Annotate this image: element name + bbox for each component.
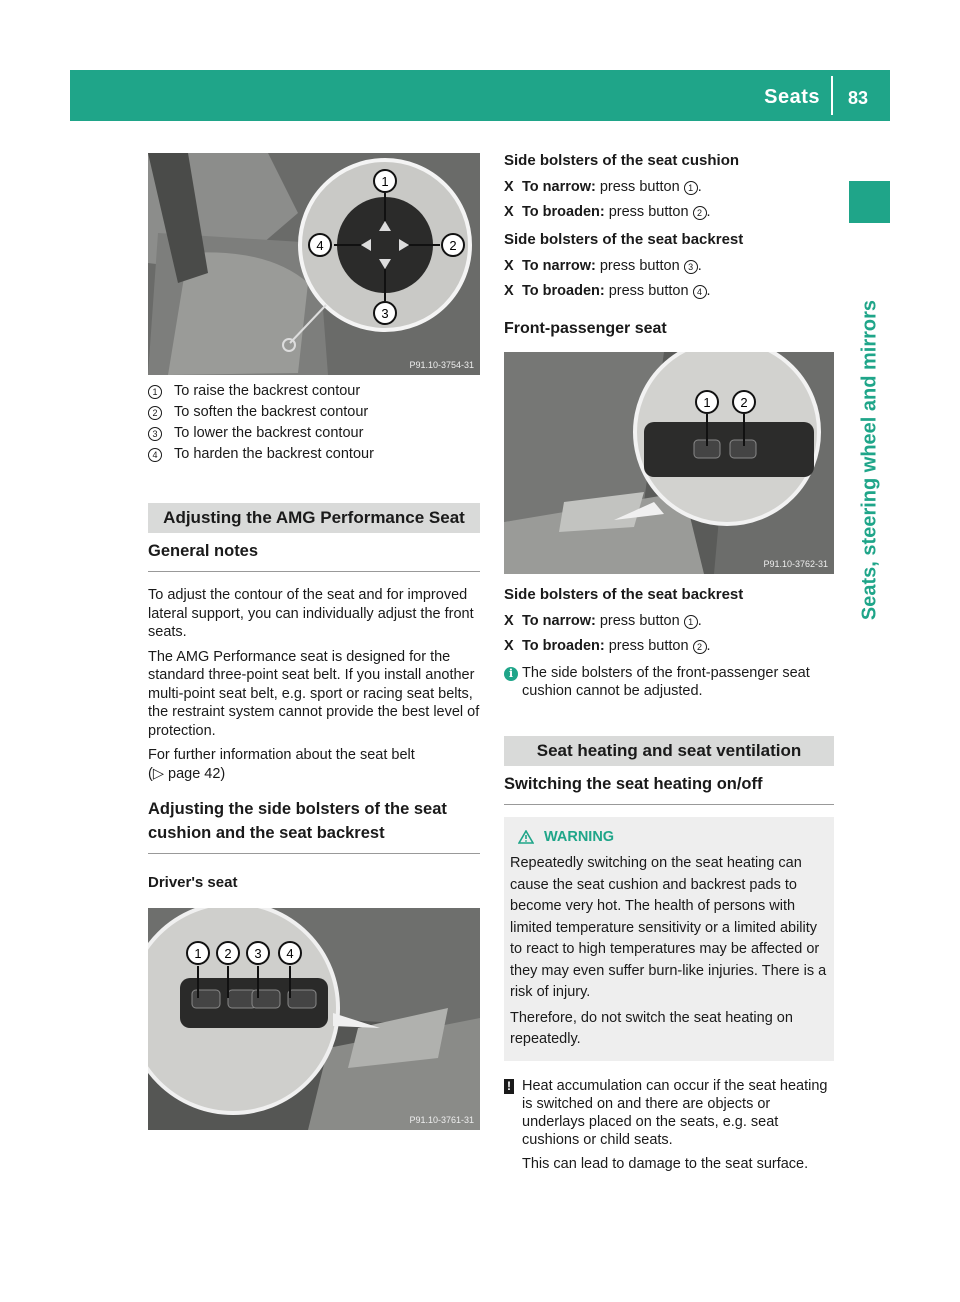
legend-text: To soften the backrest contour	[174, 404, 369, 420]
backrest-contour-photo	[148, 153, 480, 375]
photo-code: P91.10-3761-31	[409, 1115, 474, 1125]
right-column	[504, 150, 834, 1173]
legend-list	[148, 381, 480, 465]
caution-text: This can lead to damage to the seat surface.	[522, 1155, 809, 1172]
svg-text:1: 1	[381, 174, 389, 189]
legend-item	[148, 381, 480, 402]
action-marker-icon: X	[504, 204, 514, 220]
instruction-label: To narrow:	[522, 179, 596, 195]
button-number: 4	[693, 285, 707, 299]
caution-icon: !	[504, 1079, 514, 1094]
action-marker-icon: X	[504, 179, 514, 195]
left-column	[148, 153, 480, 1130]
svg-text:2: 2	[449, 238, 457, 253]
heading-front-passenger: Front-passenger seat	[504, 320, 667, 337]
paragraph-text: For further information about the seat belt	[148, 747, 415, 763]
button-number: 2	[693, 206, 707, 220]
heading-seat-heating: Switching the seat heating on/off	[504, 772, 834, 805]
button-number: 1	[684, 615, 698, 629]
instruction-cushion-broaden: X To broaden: press button 2 .	[504, 200, 834, 225]
info-note	[504, 664, 834, 700]
instruction-fp-broaden: X To broaden: press button 2 .	[504, 634, 834, 659]
instruction-label: To narrow:	[522, 258, 596, 274]
heading-general-notes: General notes	[148, 539, 480, 572]
action-marker-icon: X	[504, 283, 514, 299]
legend-item	[148, 444, 480, 465]
side-tab-marker	[849, 181, 890, 223]
legend-text: To harden the backrest contour	[174, 446, 374, 462]
button-number: 2	[693, 640, 707, 654]
instruction-text: press button	[608, 638, 689, 654]
caution-text: Heat accumulation can occur if the seat heating is switched on and there are objects or underlays placed on the seats, e.g. seat cushions or child seats.	[522, 1077, 828, 1148]
action-marker-icon: X	[504, 258, 514, 274]
svg-text:1: 1	[194, 946, 202, 961]
subheading-drivers-seat: Driver's seat	[148, 874, 238, 891]
warning-paragraph: Therefore, do not switch the seat heating on repeatedly.	[510, 1009, 793, 1047]
header-separator	[831, 76, 833, 115]
svg-text:1: 1	[703, 395, 711, 410]
action-marker-icon: X	[504, 638, 514, 654]
instruction-label: To broaden:	[522, 638, 605, 654]
instruction-cushion-narrow: X To narrow: press button 1 .	[504, 175, 834, 200]
instruction-text: press button	[599, 613, 680, 629]
instruction-backrest-narrow: X To narrow: press button 3 .	[504, 254, 834, 279]
legend-item	[148, 423, 480, 444]
instruction-text: press button	[608, 204, 689, 220]
svg-text:2: 2	[740, 395, 748, 410]
subheading-backrest: Side bolsters of the seat backrest	[504, 231, 744, 248]
paragraph: The AMG Performance seat is designed for the standard three-point seat belt. If you install another multi-point seat belt, e.g. sport or racing seat belts, the restraint system cannot provide the best level of protection.	[148, 648, 480, 739]
info-icon: i	[504, 667, 518, 681]
instruction-text: press button	[599, 258, 680, 274]
svg-text:4: 4	[286, 946, 294, 961]
photo-code: P91.10-3754-31	[409, 360, 474, 370]
warning-paragraph: Repeatedly switching on the seat heating can cause the seat cushion and backrest pads to become very hot. The health of persons with limited temperature sensitivity or a limited ability to react to high temperatures may be affected or they may even suffer burn-like injuries. There is a risk of injury.	[510, 855, 827, 1000]
legend-text: To raise the backrest contour	[174, 383, 361, 399]
instruction-label: To broaden:	[522, 204, 605, 220]
subheading-cushion: Side bolsters of the seat cushion	[504, 152, 740, 169]
warning-title: WARNING	[544, 829, 615, 845]
paragraph: To adjust the contour of the seat and for improved lateral support, you can individually adjust the front seats.	[148, 587, 474, 640]
legend-number: 1	[148, 385, 162, 399]
photo-code: P91.10-3762-31	[763, 559, 828, 569]
instruction-fp-narrow: X To narrow: press button 1 .	[504, 609, 834, 634]
svg-text:3: 3	[254, 946, 262, 961]
side-tab-label: Seats, steering wheel and mirrors	[858, 299, 881, 621]
front-passenger-seat-photo	[504, 352, 834, 574]
caution-note	[504, 1077, 834, 1173]
svg-text:4: 4	[316, 238, 324, 253]
svg-text:3: 3	[381, 306, 389, 321]
drivers-seat-photo	[148, 908, 480, 1130]
section-title-amg: Adjusting the AMG Performance Seat	[148, 503, 480, 533]
instruction-backrest-broaden: X To broaden: press button 4 .	[504, 279, 834, 304]
legend-item	[148, 402, 480, 423]
button-number: 3	[684, 260, 698, 274]
button-number: 1	[684, 181, 698, 195]
page-reference-link[interactable]: (▷ page 42)	[148, 765, 226, 782]
instruction-text: press button	[599, 179, 680, 195]
warning-header	[518, 829, 828, 845]
page-header	[70, 70, 890, 121]
warning-triangle-icon	[518, 830, 534, 844]
header-title: Seats	[764, 86, 820, 108]
instruction-label: To broaden:	[522, 283, 605, 299]
warning-box	[504, 817, 834, 1061]
heading-side-bolsters: Adjusting the side bolsters of the seat cushion and the seat backrest	[148, 797, 480, 854]
subheading-fp-backrest: Side bolsters of the seat backrest	[504, 586, 744, 603]
section-title-heating: Seat heating and seat ventilation	[504, 736, 834, 766]
action-marker-icon: X	[504, 613, 514, 629]
page-number: 83	[847, 88, 868, 108]
paragraph	[148, 746, 480, 783]
instruction-text: press button	[608, 283, 689, 299]
legend-text: To lower the backrest contour	[174, 425, 364, 441]
instruction-label: To narrow:	[522, 613, 596, 629]
info-note-text: The side bolsters of the front-passenger seat cushion cannot be adjusted.	[522, 665, 810, 699]
legend-number: 4	[148, 448, 162, 462]
legend-number: 3	[148, 427, 162, 441]
svg-text:2: 2	[224, 946, 232, 961]
legend-number: 2	[148, 406, 162, 420]
